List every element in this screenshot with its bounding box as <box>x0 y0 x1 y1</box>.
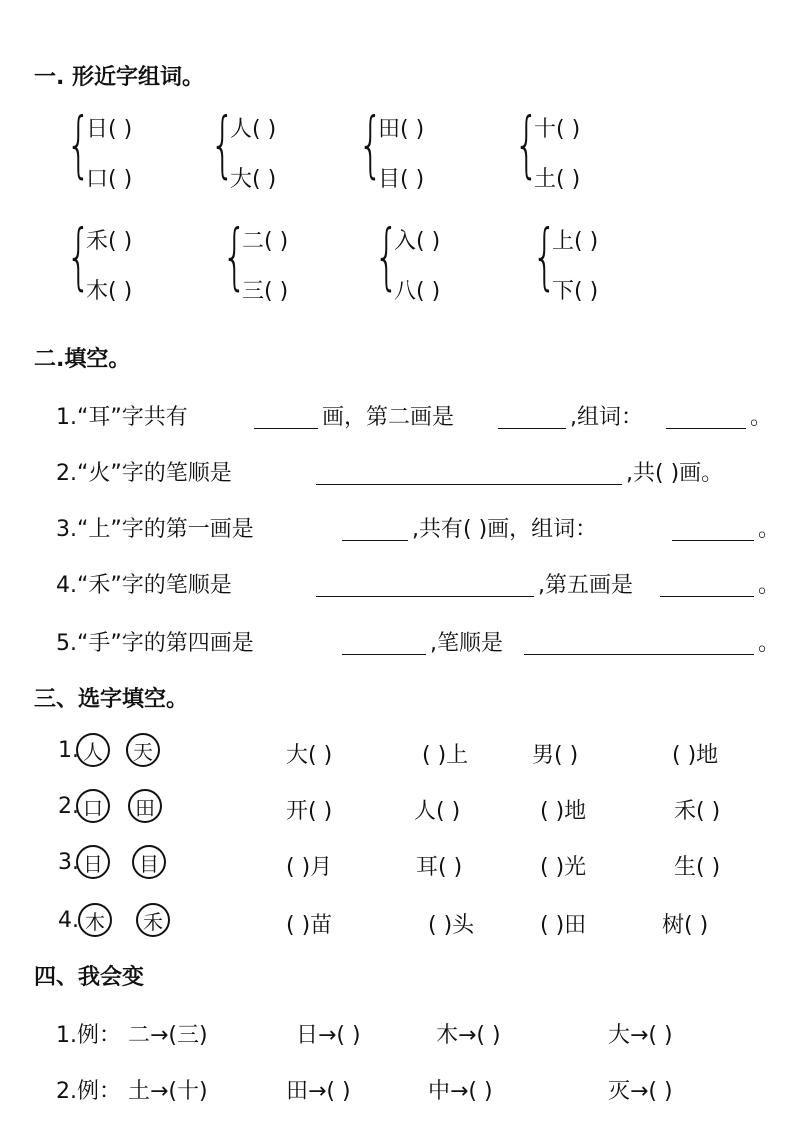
choice-circle[interactable]: 天 <box>126 733 160 767</box>
section-3-title: 三、选字填空。 <box>34 687 189 712</box>
choose-item: ( )田 <box>540 913 587 938</box>
choose-row-3-number: 3. <box>58 850 79 875</box>
choose-row-4-number: 4. <box>58 908 79 933</box>
fill-q1-text-b: 画，第二画是 <box>322 405 455 430</box>
choice-circle[interactable]: 木 <box>78 903 112 937</box>
change-item: 木→( ) <box>436 1023 501 1048</box>
pair-6-bottom: 三( ) <box>242 279 289 304</box>
pair-2-bottom: 大( ) <box>230 167 277 192</box>
change-row-1-example: 1.例： 二→(三) <box>56 1023 208 1048</box>
choose-item: 大( ) <box>286 743 333 768</box>
brace: { <box>374 214 400 298</box>
choose-item: 树( ) <box>662 913 709 938</box>
brace: { <box>358 102 384 186</box>
fill-q5-text-c: 。 <box>758 631 781 656</box>
fill-q5-text-b: ,笔顺是 <box>430 631 503 656</box>
pair-1-top: 日( ) <box>86 117 133 142</box>
pair-5-bottom: 木( ) <box>86 279 133 304</box>
fill-q1-text-c: ,组词： <box>570 405 643 430</box>
fill-q1-blank-1[interactable] <box>254 428 318 429</box>
pair-6-top: 二( ) <box>242 229 289 254</box>
change-item: 日→( ) <box>296 1023 361 1048</box>
fill-q5-blank-1[interactable] <box>342 654 426 655</box>
choice-circle[interactable]: 禾 <box>136 903 170 937</box>
fill-q3-text-b: ,共有( )画，组词： <box>412 517 598 542</box>
choose-item: 开( ) <box>286 799 333 824</box>
pair-4-top: 十( ) <box>534 117 581 142</box>
fill-q4-text-c: 。 <box>758 573 781 598</box>
change-item: 灭→( ) <box>608 1079 673 1104</box>
change-item: 中→( ) <box>428 1079 493 1104</box>
fill-q3-blank-2[interactable] <box>672 540 754 541</box>
pair-8-bottom: 下( ) <box>552 279 599 304</box>
fill-q4-text-a: 4.“禾”字的笔顺是 <box>56 573 232 598</box>
section-2-title: 二.填空。 <box>34 347 131 372</box>
fill-q2-text-a: 2.“火”字的笔顺是 <box>56 461 232 486</box>
fill-q4-blank-2[interactable] <box>660 596 754 597</box>
fill-q1-text-d: 。 <box>750 405 773 430</box>
choice-circle[interactable]: 日 <box>76 845 110 879</box>
section-4-title: 四、我会变 <box>34 965 145 990</box>
change-item: 田→( ) <box>286 1079 351 1104</box>
fill-q1-text-a: 1.“耳”字共有 <box>56 405 188 430</box>
fill-q1-blank-2[interactable] <box>498 428 566 429</box>
brace: { <box>532 214 558 298</box>
choose-item: 男( ) <box>532 743 579 768</box>
choose-item: 禾( ) <box>674 799 721 824</box>
pair-4-bottom: 土( ) <box>534 167 581 192</box>
fill-q3-blank-1[interactable] <box>342 540 408 541</box>
choose-item: ( )月 <box>286 855 333 880</box>
choose-item: ( )苗 <box>286 913 333 938</box>
choose-row-2-number: 2. <box>58 794 79 819</box>
change-item: 大→( ) <box>608 1023 673 1048</box>
pair-2-top: 人( ) <box>230 117 277 142</box>
pair-7-bottom: 八( ) <box>394 279 441 304</box>
pair-3-bottom: 目( ) <box>378 167 425 192</box>
fill-q4-blank-1[interactable] <box>316 596 534 597</box>
choose-item: 耳( ) <box>416 855 463 880</box>
fill-q4-text-b: ,第五画是 <box>538 573 633 598</box>
choice-circle[interactable]: 田 <box>128 789 162 823</box>
pair-3-top: 田( ) <box>378 117 425 142</box>
pair-5-top: 禾( ) <box>86 229 133 254</box>
choice-circle[interactable]: 目 <box>132 845 166 879</box>
fill-q1-blank-3[interactable] <box>666 428 746 429</box>
choose-item: 人( ) <box>414 799 461 824</box>
brace: { <box>222 214 248 298</box>
choose-item: ( )地 <box>672 743 719 768</box>
fill-q5-text-a: 5.“手”字的第四画是 <box>56 631 254 656</box>
pair-7-top: 入( ) <box>394 229 441 254</box>
pair-1-bottom: 口( ) <box>86 167 133 192</box>
fill-q2-blank-1[interactable] <box>316 484 622 485</box>
choose-item: ( )上 <box>422 743 469 768</box>
fill-q2-text-b: ,共( )画。 <box>626 461 724 486</box>
section-1-title: 一. 形近字组词。 <box>34 65 205 90</box>
choose-item: ( )地 <box>540 799 587 824</box>
brace: { <box>514 102 540 186</box>
choose-item: ( )头 <box>428 913 475 938</box>
choice-circle[interactable]: 口 <box>76 789 110 823</box>
choose-item: ( )光 <box>540 855 587 880</box>
fill-q3-text-a: 3.“上”字的第一画是 <box>56 517 254 542</box>
fill-q5-blank-2[interactable] <box>524 654 754 655</box>
fill-q3-text-c: 。 <box>758 517 781 542</box>
choose-row-1-number: 1. <box>58 738 79 763</box>
brace: { <box>210 102 236 186</box>
change-row-2-example: 2.例： 土→(十) <box>56 1079 208 1104</box>
pair-8-top: 上( ) <box>552 229 599 254</box>
brace: { <box>66 214 92 298</box>
brace: { <box>66 102 92 186</box>
choice-circle[interactable]: 人 <box>76 733 110 767</box>
choose-item: 生( ) <box>674 855 721 880</box>
